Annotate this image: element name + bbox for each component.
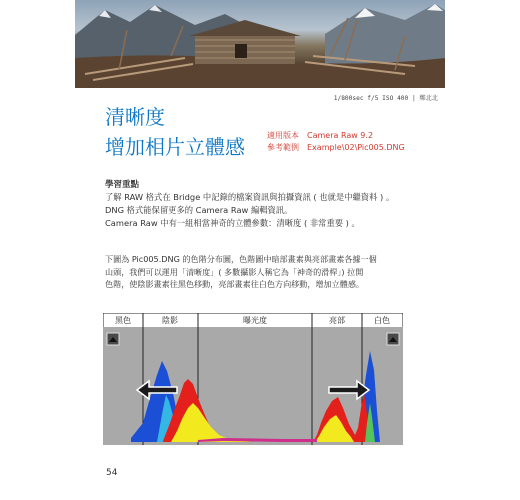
histogram (103, 313, 403, 445)
intro-line: 山頭，我們可以運用「清晰度」( 多數攝影人稱它為「神奇的滑桿」) 拉開 (105, 266, 364, 277)
version-value: Camera Raw 9.2 (307, 131, 374, 140)
learning-point: Camera Raw 中有一組相當神奇的立體參數：清晰度 ( 非常重要 ) 。 (105, 218, 360, 228)
highlight-clipping-warning-icon[interactable] (387, 333, 399, 345)
page-title (105, 107, 245, 157)
page-number: 54 (106, 468, 118, 478)
histogram-panel (103, 313, 403, 445)
example-label: 參考範例 (267, 143, 299, 152)
intro-line: 下圖為 Pic005.DNG 的色階分布圖，色階圖中暗部畫素與亮部畫素各據一個 (105, 254, 377, 264)
learning-points (105, 191, 425, 230)
intro-line: 色階，使陰影畫素往黑色移動，亮部畫素往白色方向移動，增加立體感。 (105, 279, 365, 289)
version-label: 適用版本 (267, 131, 299, 140)
learning-points-heading: 學習重點 (105, 180, 140, 190)
title-line-2: 增加相片立體感 (105, 135, 245, 159)
header-photo (75, 0, 445, 88)
learning-point: DNG 格式能保留更多的 Camera Raw 編輯資訊。 (105, 205, 293, 215)
photo-caption: 1/800sec f/5 ISO 400 | 鄭北北 (333, 95, 438, 102)
learning-point: 了解 RAW 格式在 Bridge 中記錄的檔案資訊與拍攝資訊 ( 也就是中繼資料 ) 。 (105, 192, 395, 202)
title-line-1: 清晰度 (105, 105, 165, 129)
black-label: 黑色 (115, 316, 131, 325)
shadow-clipping-warning-icon[interactable] (107, 333, 119, 345)
white-label: 白色 (374, 316, 390, 325)
shadows-label: 陰影 (162, 316, 178, 325)
example-value: Example\02\Pic005.DNG (307, 143, 405, 152)
meta-info (267, 130, 405, 154)
exposure-label: 曝光度 (243, 316, 267, 325)
highlights-label: 亮部 (329, 316, 345, 325)
landscape-illustration (75, 0, 445, 88)
intro-paragraph (105, 253, 425, 291)
